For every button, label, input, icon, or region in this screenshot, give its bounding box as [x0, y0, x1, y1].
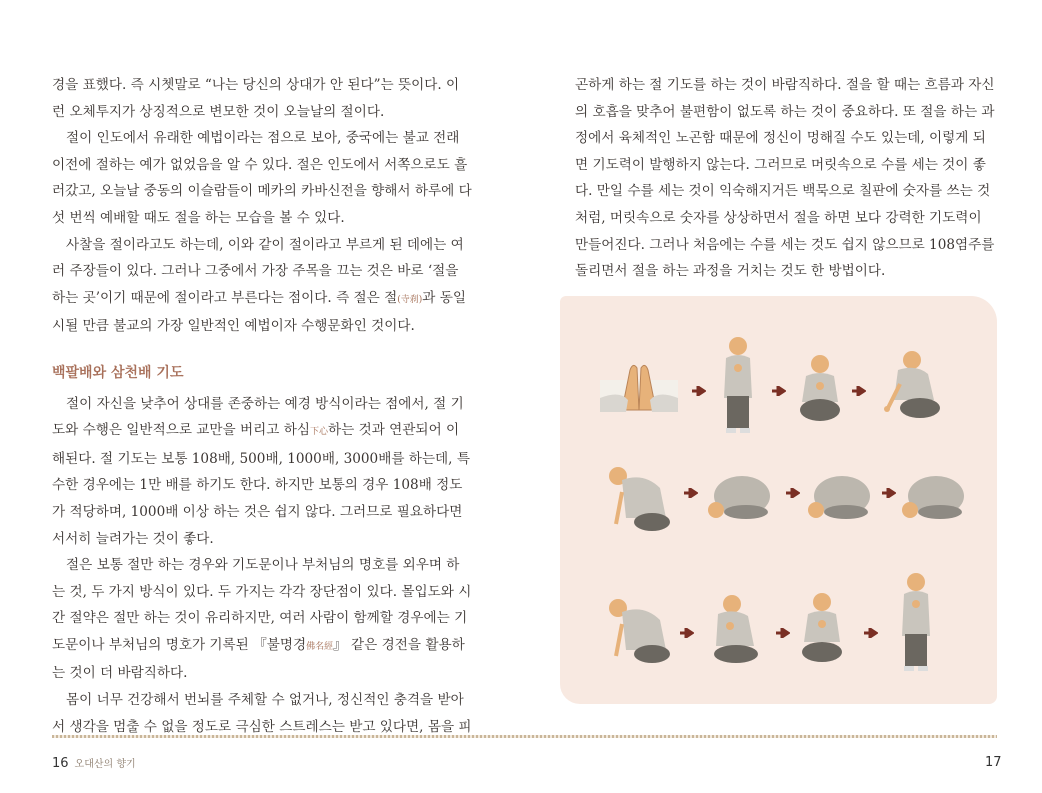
arrow-right-icon: [680, 628, 694, 638]
footer-rule: [52, 735, 997, 738]
paragraph: [52, 232, 472, 340]
paragraph: [52, 552, 472, 687]
hanja-note: 佛名經: [306, 641, 334, 652]
arrow-right-icon: [776, 628, 790, 638]
paragraph: 절이 인도에서 유래한 예법이라는 점으로 보아, 중국에는 불교 전래 이전에 절하는 예가 없었음을 알 수 있다. 절은 인도에서 서쪽으로도 흘러갔고, 오늘날 중동의 이슬람들이 메카의 카바신전을 향해서 하루에 다섯 번씩 예배할 때도 절을 하는 모습을 볼 수 있다.: [52, 130, 472, 226]
hands-palms-together-figure: [600, 360, 678, 412]
monk-prostrating-figure: [900, 470, 966, 522]
monk-bending-figure: [878, 348, 942, 420]
arrow-right-icon: [852, 386, 866, 396]
text-run: 』 같은 경전을 활용하는 것이 더 바람직하다.: [52, 636, 465, 682]
section-heading: 백팔배와 삼천배 기도: [52, 364, 184, 381]
paragraph: 몸이 너무 건강해서 번뇌를 주체할 수 없거나, 정신적인 충격을 받아서 생각을 멈출 수 없을 정도로 극심한 스트레스는 받고 있다면, 몸을 피: [52, 692, 472, 735]
arrow-right-icon: [772, 386, 786, 396]
left-page-text: [52, 72, 472, 740]
hanja-note: (寺刹): [397, 294, 423, 305]
page-number: 17: [985, 755, 1002, 770]
arrow-right-icon: [692, 386, 706, 396]
monk-standing-figure: [896, 572, 936, 676]
hanja-note: 下心: [309, 427, 328, 438]
text-run: 절은 보통 절만 하는 경우와 기도문이나 부처님의 명호를 외우며 하는 것, 두 가지 방식이 있다. 두 가지는 각각 장단점이 있다. 몰입도와 시간 절약은 절만 하는 것이 유리하지만, 여러 사람이 함께할 경우에는 기도문이나 부처님의 명호가 기록된 『불명경: [52, 557, 472, 653]
monk-prostrating-figure: [706, 470, 772, 522]
text-run: 절이 자신을 낮추어 상대를 존중하는 예경 방식이라는 점에서, 절 기도와 수행은 일반적으로 교만을 버리고 하심: [52, 395, 464, 439]
text-run: 과 동일시될 만큼 불교의 가장 일반적인 예법이자 수행문화인 것이다.: [52, 289, 466, 335]
prostration-illustration: [560, 296, 997, 704]
monk-kneeling-hands-down-figure: [600, 594, 672, 664]
arrow-right-icon: [684, 488, 698, 498]
right-page-text: [575, 72, 997, 285]
illustration-row-3: [560, 572, 997, 662]
illustration-row-2: [560, 456, 997, 546]
paragraph: 곤하게 하는 절 기도를 하는 것이 바람직하다. 절을 할 때는 흐름과 자신의 호흡을 맞추어 불편함이 없도록 하는 것이 중요하다. 또 절을 하는 과정에서 육체적인 노곤함 때문에 정신이 멍해질 수도 있는데, 이렇게 되면 기도력이 발행하지 않는다. 그러므로 머릿속으로 수를 세는 것이 좋다. 만일 수를 세는 것이 익숙해지거든 백묵으로 칠판에 숫자를 쓰는 것처럼, 머릿속으로 숫자를 상상하면서 절을 하면 보다 강력한 기도력이 만들어진다. 그러나 처음에는 수를 세는 것도 쉽지 않으므로 108염주를 돌리면서 절을 하는 과정을 거치는 것도 한 방법이다.: [575, 77, 995, 280]
paragraph: [52, 391, 472, 553]
monk-standing-figure: [718, 336, 758, 436]
monk-kneeling-figure: [800, 592, 844, 664]
monk-kneeling-hands-down-figure: [600, 462, 672, 532]
monk-kneeling-figure: [798, 354, 842, 424]
arrow-right-icon: [882, 488, 896, 498]
arrow-right-icon: [786, 488, 800, 498]
page-number: 16: [52, 756, 69, 771]
footer-left: [52, 755, 136, 771]
monk-prostrating-figure: [806, 470, 872, 522]
text-run: 사찰을 절이라고도 하는데, 이와 같이 절이라고 부르게 된 데에는 여러 주장들이 있다. 그러나 그중에서 가장 주목을 끄는 것은 바로 ‘절을 하는 곳’이기 때문에 절이라고 부른다는 점이다. 즉 절은 절: [52, 236, 464, 306]
arrow-right-icon: [864, 628, 878, 638]
paragraph: 경을 표했다. 즉 시쳇말로 “나는 당신의 상대가 안 된다”는 뜻이다. 이런 오체투지가 상징적으로 변모한 것이 오늘날의 절이다.: [52, 77, 460, 120]
monk-rising-figure: [706, 592, 762, 664]
illustration-row-1: [560, 326, 997, 416]
text-run: 하는 것과 연관되어 이해된다. 절 기도는 보통 108배, 500배, 1000배, 3000배를 하는데, 특수한 경우에는 1만 배를 하기도 한다. 하지만 보통의 경우 108배 정도가 적당하며, 1000배 이상 하는 것은 쉽지 않다. 그러므로 필요하다면 서서히 늘려가는 것이 좋다.: [52, 422, 470, 547]
book-title: 오대산의 향기: [74, 759, 136, 770]
